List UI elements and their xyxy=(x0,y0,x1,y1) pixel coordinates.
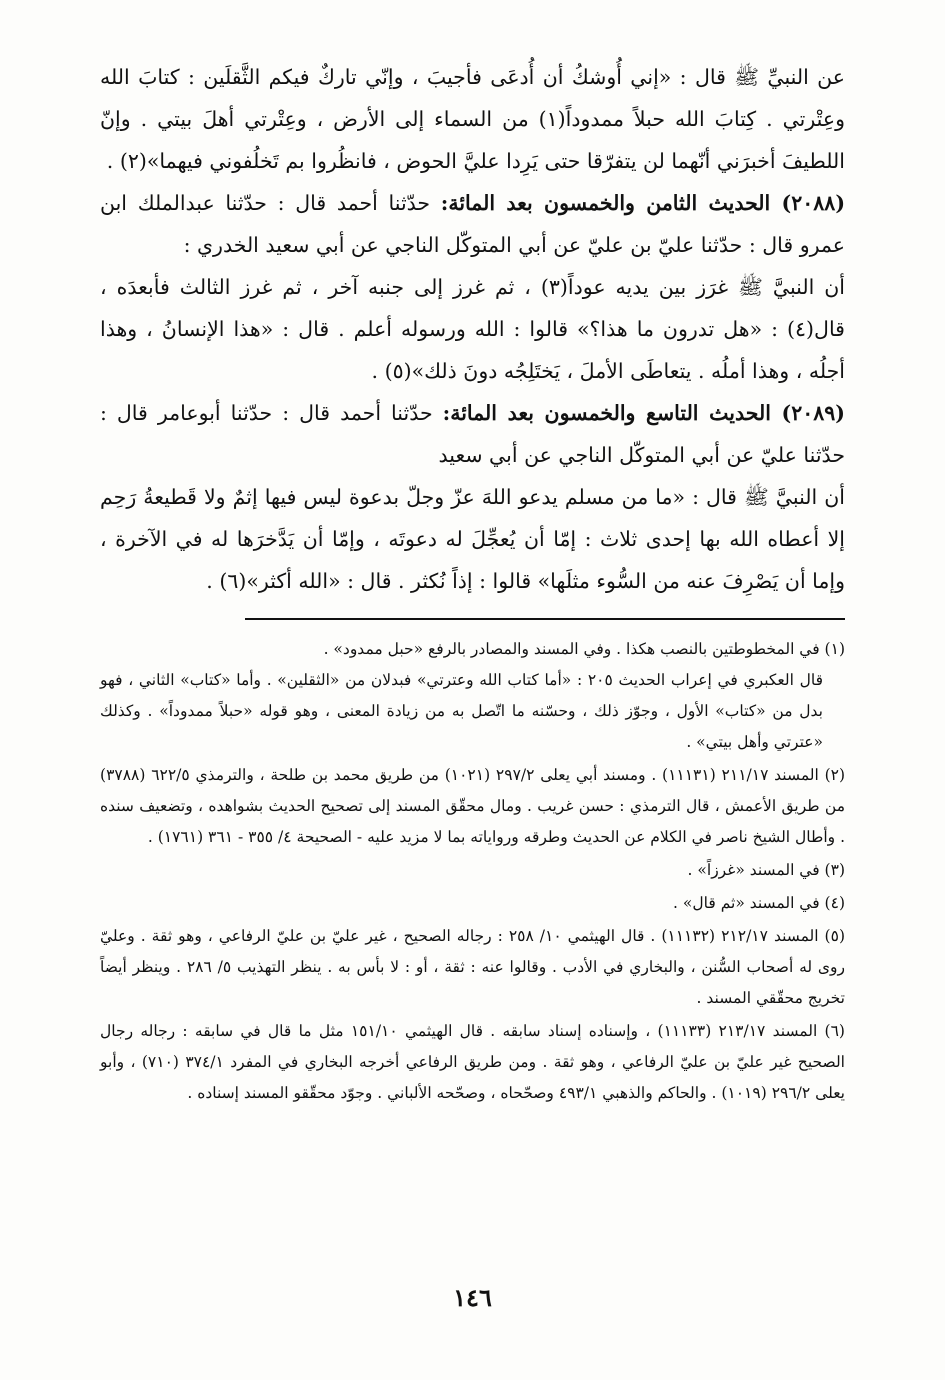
hadith-paragraph: أن النبيَّ ﷺ غرَز بين يديه عوداً(٣) ، ثم غرز إلى جنبه آخر ، ثم غرز الثالث فأبعدَه ، قال(٤) : «هل تدرون ما هذا؟» قالوا : الله ورسوله أعلم . قال : «هذا الإنسانُ ، وهذا أجلُه ، وهذا أملُه . يتعاطَى الأملَ ، يَختَلِجُه دونَ ذلك»(٥) . xyxy=(100,275,845,383)
footnote-6 xyxy=(100,1016,845,1109)
isnad-text: حدّثنا أحمد قال : حدّثنا عبدالملك ابن عمرو قال : حدّثنا عليّ بن عليّ عن أبي المتوكّل الناجي عن أبي سعيد الخدري : xyxy=(100,191,845,257)
hadith-heading: (٢٠٨٨) الحديث الثامن والخمسون بعد المائة: xyxy=(440,191,846,215)
footnote-text: (٣) في المسند «غرزاً» . xyxy=(687,861,845,879)
hadith-heading: (٢٠٨٩) الحديث التاسع والخمسون بعد المائة: xyxy=(442,401,845,425)
footnote-continuation: قال العكبري في إعراب الحديث ٢٠٥ : «أما كتاب الله وعترتي» فبدلان من «الثقلين» . وأما «كتاب» الثاني ، فهو بدل من «كتاب» الأول ، وجوّز ذلك ، وحسّنه ما اتّصل به من زيادة المعنى ، وهو قوله «حبلاً ممدوداً» . وكذلك «عترتي وأهل بيتي» . xyxy=(100,671,823,751)
page-number: ١٤٦ xyxy=(453,1283,492,1312)
footnote-text: (٥) المسند ٢١٢/١٧ (١١١٣٢) . قال الهيثمي ١٠/ ٢٥٨ : رجاله الصحيح ، غير عليّ بن عليّ الرفاعي ، وهو ثقة . وعليّ روى له أصحاب السُّنن ، والبخاري في الأدب . وقالوا عنه : ثقة ، أو : لا بأس به . ينظر التهذيب ٥/ ٢٨٦ . وينظر أيضاً تخريج محقّقي المسند . xyxy=(100,927,845,1007)
footnotes xyxy=(100,634,845,1109)
hadith-paragraph: أن النبيَّ ﷺ قال : «ما من مسلم يدعو اللهَ عزّ وجلّ بدعوة ليس فيها إثمٌ ولا قَطيعةُ رَحِم إلا أعطاه الله بها إحدى ثلاث : إمّا أن يُعجِّلَ له دعوتَه ، وإمّا أن يَدَّخرَها له في الآخرة ، وإما أن يَصْرِفَ عنه من السُّوء مثلَها» قالوا : إذاً نُكثر . قال : «الله أكثر»(٦) . xyxy=(100,485,845,593)
footnote-text: (١) في المخطوطتين بالنصب هكذا . وفي المسند والمصادر بالرفع «حبل ممدود» . xyxy=(323,640,845,658)
footnote-divider xyxy=(245,618,845,620)
footnote-text: (٤) في المسند «ثم قال» . xyxy=(673,894,845,912)
footnote-4 xyxy=(100,888,845,919)
footnote-text: (٢) المسند ٢١١/١٧ (١١١٣١) . ومسند أبي يعلى ٢٩٧/٢ (١٠٢١) من طريق محمد بن طلحة ، والترمذي ٦٢٢/٥ (٣٧٨٨) من طريق الأعمش ، قال الترمذي : حسن غريب . ومال محقّق المسند إلى تصحيح الحديث بشواهده ، وتضعيف سنده . وأطال الشيخ ناصر في الكلام عن الحديث وطرقه ورواياته بما لا مزيد عليه - الصحيحة ٤/ ٣٥٥ - ٣٦١ (١٧٦١) . xyxy=(100,766,846,846)
footnote-1 xyxy=(100,634,845,758)
footnote-2 xyxy=(100,760,845,853)
hadith-paragraph: عن النبيِّ ﷺ قال : «إني أُوشكُ أن أُدعَى فأجيبَ ، وإنّي تاركٌ فيكم الثَّقلَين : كتابَ الله وعِتْرتي . كِتابَ الله حبلاً ممدوداً(١) من السماء إلى الأرض ، وعِتْرتي أهلَ بيتي . وإنّ اللطيفَ أخبرَني أنّهما لن يتفرّقا حتى يَرِدا عليَّ الحوض ، فانظُروا بم تَخلُفوني فيهما»(٢) . xyxy=(100,65,845,173)
isnad-text: حدّثنا أحمد قال : حدّثنا أبوعامر قال : حدّثنا عليّ عن أبي المتوكّل الناجي عن أبي سعيد xyxy=(100,401,845,467)
footnote-text: (٦) المسند ٢١٣/١٧ (١١١٣٣) ، وإسناده إسناد سابقه . قال الهيثمي ١٥١/١٠ مثل ما قال في سابقه : رجاله رجال الصحيح غير عليّ بن عليّ الرفاعي ، وهو ثقة . ومن طريق الرفاعي أخرجه البخاري في المفرد ٣٧٤/١ (٧١٠) ، وأبو يعلى ٢٩٦/٢ (١٠١٩) . والحاكم والذهبي ٤٩٣/١ وصحّحاه ، وصحّحه الألباني . وجوّد محقّقو المسند إسناده . xyxy=(100,1022,845,1102)
hadith-2088 xyxy=(100,182,845,266)
hadith-2089 xyxy=(100,392,845,476)
footnote-5 xyxy=(100,921,845,1014)
footnote-3 xyxy=(100,855,845,886)
main-text xyxy=(100,56,845,602)
